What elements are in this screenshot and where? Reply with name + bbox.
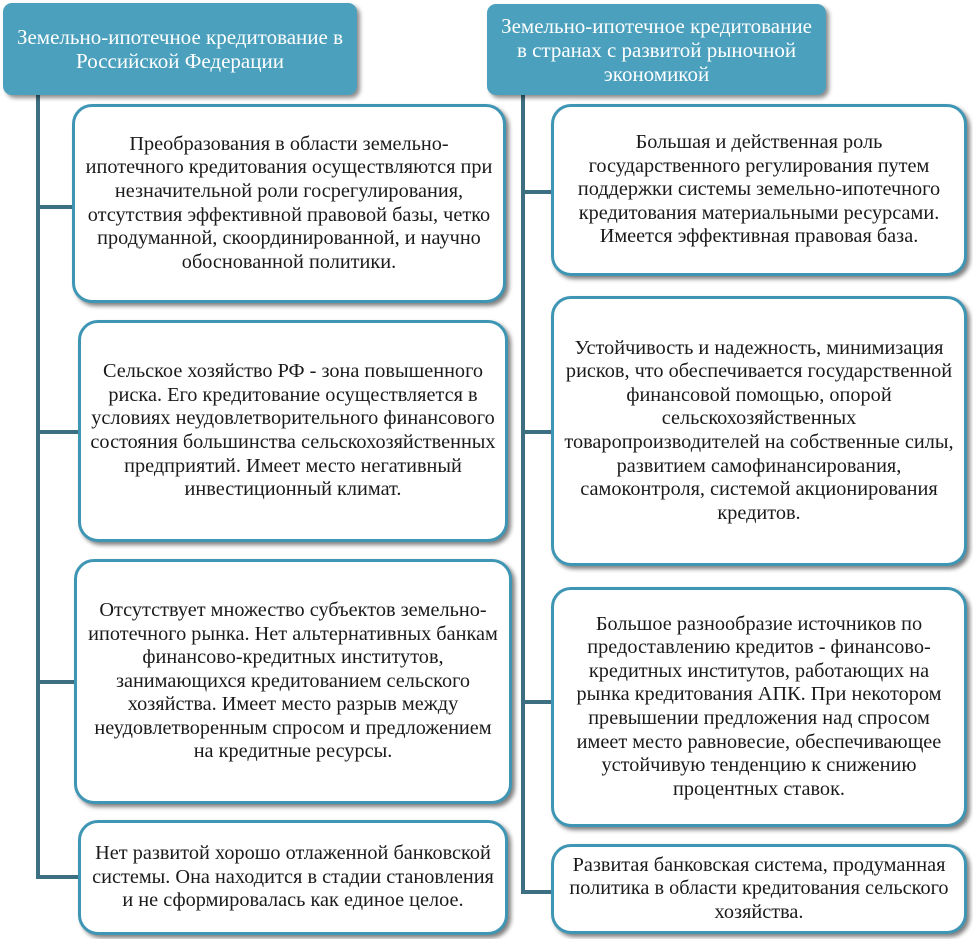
right-branch-line bbox=[521, 190, 551, 194]
left-card-2 bbox=[78, 320, 508, 542]
left-trunk-line bbox=[36, 95, 40, 877]
right-card-1 bbox=[551, 104, 967, 276]
right-trunk-line bbox=[521, 95, 525, 892]
right-card-text: Большая и действенная роль государственного регулирования путем поддержки системы земельно-ипотечного кредитования материальными ресурсами. Имеется эффективная правовая база. bbox=[577, 131, 941, 248]
left-card-text: Нет развитой хорошо отлаженной банковской системы. Она находится в стадии становления и не сформировалась как единое целое. bbox=[92, 842, 494, 912]
right-header-title: Земельно-ипотечное кредитование в странах с развитой рыночной экономикой bbox=[501, 13, 812, 86]
left-column-header bbox=[3, 3, 357, 95]
left-branch-line bbox=[36, 875, 78, 879]
left-card-1 bbox=[72, 104, 506, 303]
left-branch-line bbox=[36, 205, 72, 209]
left-branch-line bbox=[36, 680, 74, 684]
right-column-header bbox=[487, 4, 826, 95]
right-branch-line bbox=[521, 430, 551, 434]
left-header-title: Земельно-ипотечное кредитование в Российской Федерации bbox=[16, 25, 344, 73]
left-card-4 bbox=[78, 820, 508, 935]
left-branch-line bbox=[36, 430, 78, 434]
right-card-4 bbox=[551, 844, 967, 934]
left-card-text: Отсутствует множество субъектов земельно-ипотечного рынка. Нет альтернативных банкам финансово-кредитных институтов, занимающихся кредитованием сельского хозяйства. Имеет место разрыв между неудовлетворенным спросом и предложением на кредитные ресурсы. bbox=[88, 598, 498, 763]
right-card-text: Развитая банковская система, продуманная политика в области кредитования сельского хозяйства. bbox=[569, 853, 949, 923]
right-card-text: Устойчивость и надежность, минимизация рисков, что обеспечивается государственной финансовой помощью, опорой сельскохозяйственных товаропроизводителей на собственные силы, развитием самофинансирования, самоконтроля, системой акционирования кредитов. bbox=[564, 336, 954, 524]
right-branch-line bbox=[521, 700, 551, 704]
left-card-text: Сельское хозяйство РФ - зона повышенного риска. Его кредитование осуществляется в условиях неудовлетворительного финансового состояния большинства сельскохозяйственных предприятий. Имеет место негативный инвестиционный климат. bbox=[90, 360, 496, 501]
right-card-2 bbox=[551, 296, 967, 566]
left-card-3 bbox=[74, 559, 512, 804]
left-card-text: Преобразования в области земельно-ипотечного кредитования осуществляются при незначительной роли госрегулирования, отсутствия эффективной правовой базы, четко продуманной, скоординированной, и научно обоснованной политики. bbox=[85, 132, 493, 273]
right-branch-line bbox=[521, 890, 551, 894]
right-card-text: Большое разнообразие источников по предоставлению кредитов - финансово-кредитных институтов, работающих на рынка кредитования АПК. При некотором превышении предложения над спросом имеет место равновесие, обеспечивающее устойчивую тенденцию к снижению процентных ставок. bbox=[576, 612, 942, 800]
right-card-3 bbox=[551, 587, 967, 827]
